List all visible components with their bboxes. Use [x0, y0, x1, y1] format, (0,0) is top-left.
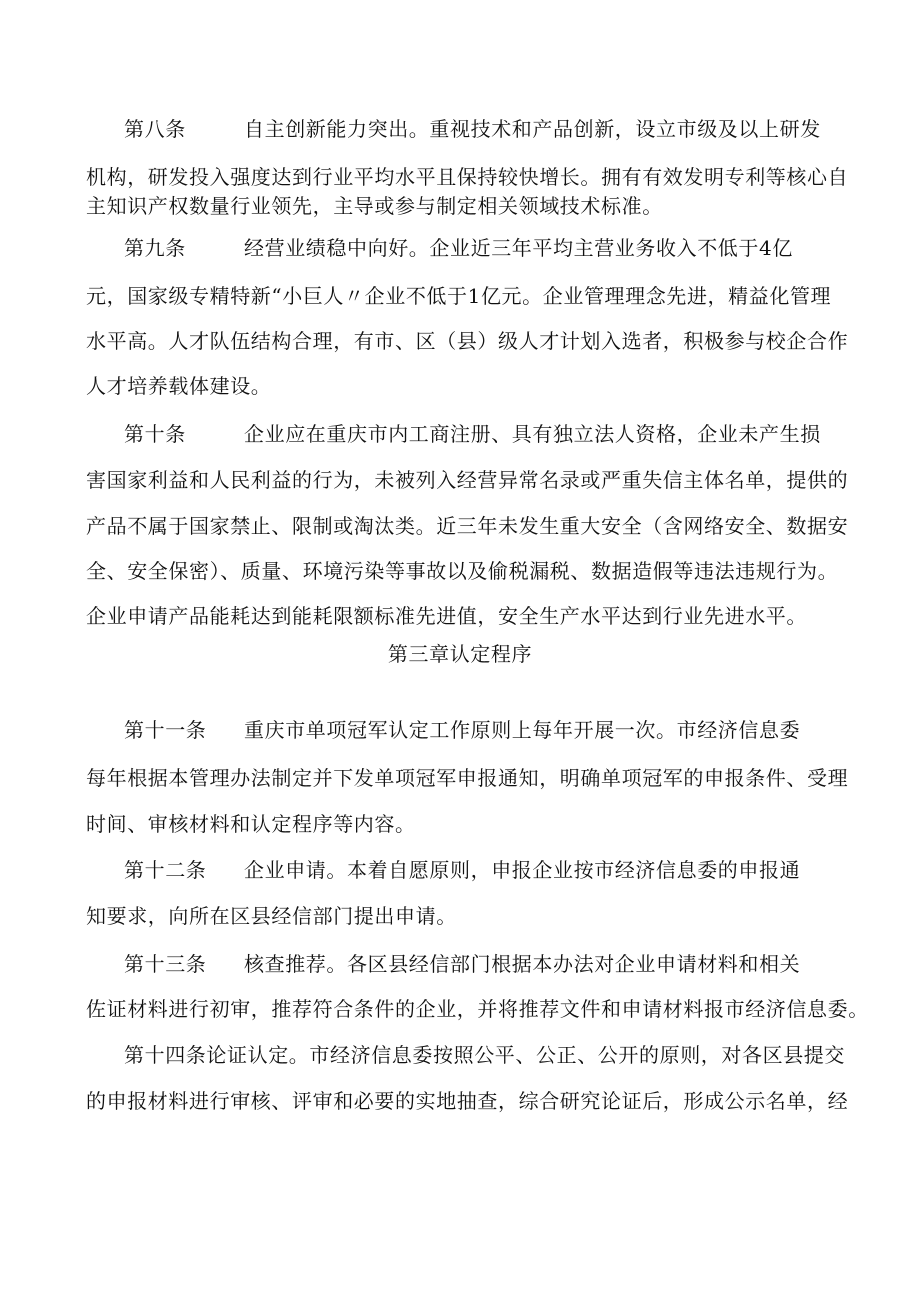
article-14-line-1: 第十四条论证认定。市经济信息委按照公平、公正、公开的原则，对各区县提交 [124, 1043, 845, 1067]
article-11-label: 第十一条 [124, 718, 207, 742]
article-9-line-2: 元，国家级专精特新“小巨人〃企业不低于1亿元。企业管理理念先进，精益化管理 [86, 284, 832, 308]
article-13-line-2: 佐证材料进行初审，推荐符合条件的企业，并将推荐文件和申请材料报市经济信息委。 [86, 997, 869, 1021]
article-8-line-3: 主知识产权数量行业领先，主导或参与制定相关领域技术标准。 [86, 194, 663, 218]
chapter-heading: 第三章认定程序 [387, 642, 533, 666]
article-11-line-3: 时间、审核材料和认定程序等内容。 [86, 812, 416, 836]
article-12-line-2: 知要求，向所在区县经信部门提出申请。 [86, 904, 457, 928]
article-9-line-1: 经营业绩稳中向好。企业近三年平均主营业务收入不低于4亿 [244, 236, 793, 260]
article-10-line-3: 产品不属于国家禁止、限制或淘汰类。近三年未发生重大安全（含网络安全、数据安 [86, 514, 849, 538]
article-9-line-3: 水平高。人才队伍结构合理，有市、区（县）级人才计划入选者，积极参与校企合作 [86, 329, 849, 353]
article-11-line-1: 重庆市单项冠军认定工作原则上每年开展一次。市经济信息委 [244, 718, 801, 742]
article-9-label: 第九条 [124, 236, 186, 260]
article-10-line-1: 企业应在重庆市内工商注册、具有独立法人资格，企业未产生损 [244, 422, 821, 446]
article-10-line-2: 害国家利益和人民利益的行为，未被列入经营异常名录或严重失信主体名单，提供的 [86, 468, 849, 492]
article-11-line-2: 每年根据本管理办法制定并下发单项冠军申报通知，明确单项冠军的申报条件、受理 [86, 766, 849, 790]
article-14-line-2: 的申报材料进行审核、评审和必要的实地抽查，综合研究论证后，形成公示名单，经 [86, 1089, 849, 1113]
article-10-line-4: 全、安全保密）、质量、环境污染等事故以及偷税漏税、数据造假等违法违规行为。 [86, 559, 839, 583]
article-10-label: 第十条 [124, 422, 186, 446]
article-13-label: 第十三条 [124, 952, 207, 976]
article-10-line-5: 企业申请产品能耗达到能耗限额标准先进值，安全生产水平达到行业先进水平。 [86, 604, 807, 628]
article-13-line-1: 核查推荐。各区县经信部门根据本办法对企业申请材料和相关 [244, 952, 801, 976]
article-12-label: 第十二条 [124, 858, 207, 882]
article-12-line-1: 企业申请。本着自愿原则，申报企业按市经济信息委的申报通 [244, 858, 801, 882]
article-8-line-1: 自主创新能力突出。重视技术和产品创新，设立市级及以上研发 [244, 117, 821, 141]
article-8-label: 第八条 [124, 117, 186, 141]
article-8-line-2: 机构，研发投入强度达到行业平均水平且保持较快增长。拥有有效发明专利等核心自 [86, 165, 849, 189]
article-9-line-4: 人才培养载体建设。 [86, 374, 272, 398]
